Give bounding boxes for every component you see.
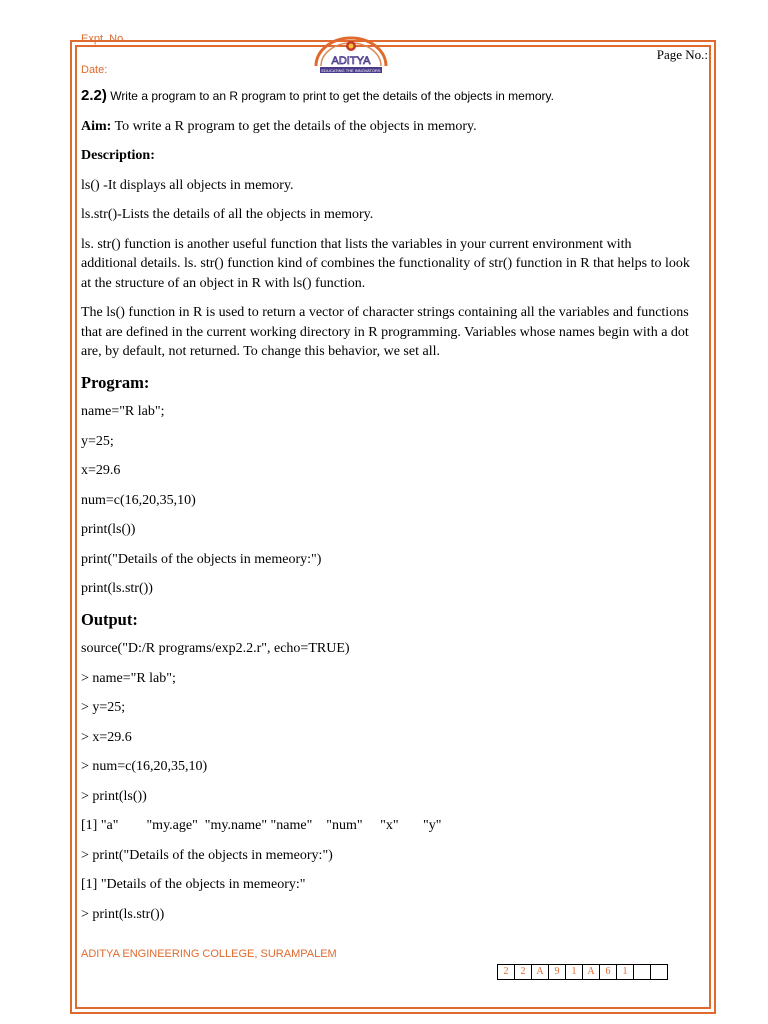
reg-digit-box: 1 <box>566 965 583 980</box>
reg-digit-box: 1 <box>617 965 634 980</box>
aim <box>81 117 691 137</box>
output-heading: Output: <box>81 609 138 629</box>
output-line: > y=25; <box>81 700 126 715</box>
program-line: x=29.6 <box>81 463 121 478</box>
program-heading: Program: <box>81 372 150 392</box>
logo-text: ADITYA <box>331 55 371 67</box>
experiment-title <box>81 86 691 107</box>
college-logo <box>312 36 390 76</box>
reg-digit-box: A <box>532 965 549 980</box>
aim-text: To write a R program to get the details of the objects in memory. <box>114 118 477 134</box>
program-line: print("Details of the objects in memeory:") <box>81 551 322 567</box>
output-line: > name="R lab"; <box>81 670 176 686</box>
reg-digit-box: 2 <box>515 965 532 980</box>
output-line: > print(ls.str()) <box>81 906 165 922</box>
date-label: Date: <box>81 64 108 76</box>
program-line: name="R lab"; <box>81 404 165 419</box>
reg-digit-box: 6 <box>600 965 617 980</box>
reg-digit-box: 9 <box>549 965 566 980</box>
output-line: [1] "Details of the objects in memeory:" <box>81 877 306 892</box>
experiment-number: 2.2) <box>81 87 107 104</box>
college-name-footer: ADITYA ENGINEERING COLLEGE, SURAMPALEM <box>81 948 337 960</box>
reg-digit-box: A <box>583 965 600 980</box>
document-body <box>81 86 691 924</box>
description-line: ls.str()-Lists the details of all the objects in memory. <box>81 207 374 222</box>
expt-no-label: Expt. No. <box>81 33 127 45</box>
page-no-label: Page No.: <box>656 47 708 62</box>
reg-digit-box <box>634 965 651 980</box>
description-paragraph: ls. str() function is another useful function that lists the variables in your current environment with additional details. ls. str() function kind of combines the functionality of str() function in R that helps to look at the structure of an object in R with ls() function. <box>81 236 690 291</box>
logo-tagline: EDUCATING THE INNOVATORS <box>321 68 381 73</box>
reg-digit-box <box>651 965 668 980</box>
description-line: ls() -It displays all objects in memory. <box>81 177 294 193</box>
output-line: > print("Details of the objects in memeory:") <box>81 847 333 863</box>
aim-label: Aim: <box>81 118 112 134</box>
experiment-title-text: Write a program to an R program to print to get the details of the objects in memory. <box>110 89 554 103</box>
output-line: > print(ls()) <box>81 788 147 804</box>
program-line: print(ls.str()) <box>81 581 153 596</box>
reg-digit-box: 2 <box>498 965 515 980</box>
output-line: source("D:/R programs/exp2.2.r", echo=TRUE) <box>81 641 350 656</box>
output-line: [1] "a" "my.age" "my.name" "name" "num" "x" "y" <box>81 818 442 833</box>
description-label: Description: <box>81 148 155 163</box>
registration-number-boxes <box>497 964 668 980</box>
program-line: num=c(16,20,35,10) <box>81 492 196 508</box>
output-line: > x=29.6 <box>81 729 132 745</box>
description-paragraph: The ls() function in R is used to return a vector of character strings containing all the variables and functions that are defined in the current working directory in R programming. Variables whose names begin with a dot are, by default, not returned. To change this behavior, we set all. <box>81 305 689 359</box>
program-line: print(ls()) <box>81 522 136 537</box>
output-line: > num=c(16,20,35,10) <box>81 759 208 774</box>
program-line: y=25; <box>81 433 114 449</box>
